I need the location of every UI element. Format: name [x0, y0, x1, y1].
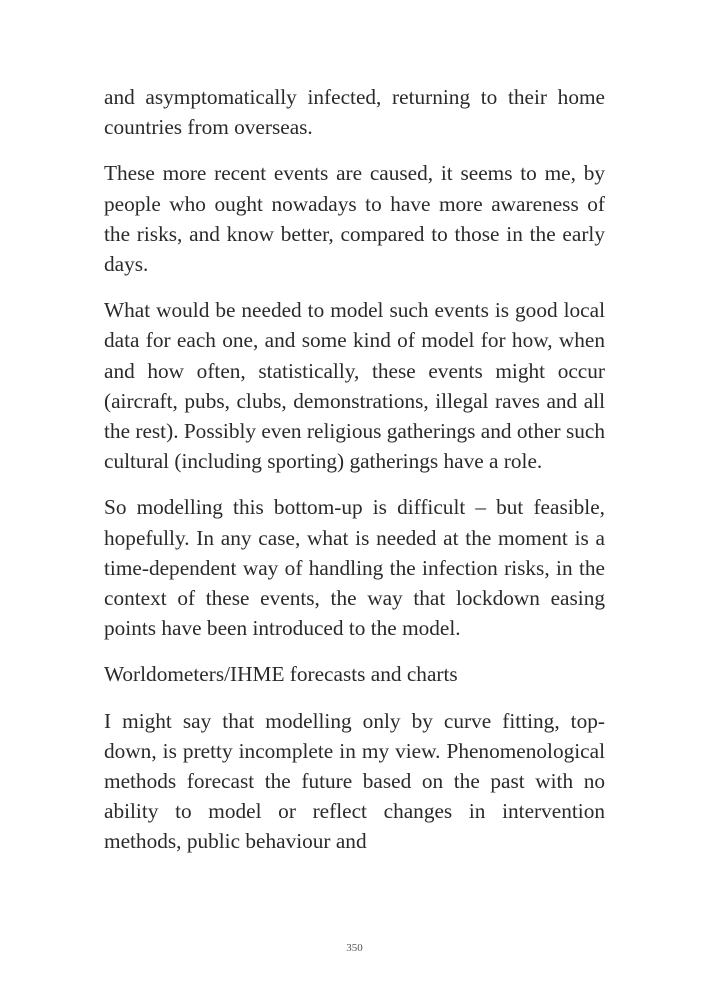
- paragraph-4: So modelling this bottom-up is difficult – but feasible, hopefully. In any case, what is needed at the moment is a time-dependent way of handling the infection risks, in the context of these events, the way that lockdown easing points have been introduced to the model.: [104, 495, 605, 641]
- paragraph-2: These more recent events are caused, it seems to me, by people who ought nowadays to have more awareness of the risks, and know better, compared to those in the early days.: [104, 161, 605, 277]
- paragraph-3: What would be needed to model such events is good local data for each one, and some kind of model for how, when and how often, statistically, these events might occur (aircraft, pubs, clubs, demonstrations, illegal raves and all the rest). Possibly even religious gatherings and other such cultural (including sporting) gatherings have a role.: [104, 298, 605, 474]
- paragraph-5: I might say that modelling only by curve fitting, top-down, is pretty incomplete in my view. Phenomenological methods forecast the future based on the past with no ability to model or reflect changes in intervention methods, public behaviour and: [104, 708, 605, 854]
- paragraph-1: and asymptomatically infected, returning to their home countries from overseas.: [104, 85, 605, 140]
- page-body: [104, 82, 605, 873]
- page-number: 350: [346, 942, 363, 954]
- section-heading: Worldometers/IHME forecasts and charts: [104, 662, 458, 687]
